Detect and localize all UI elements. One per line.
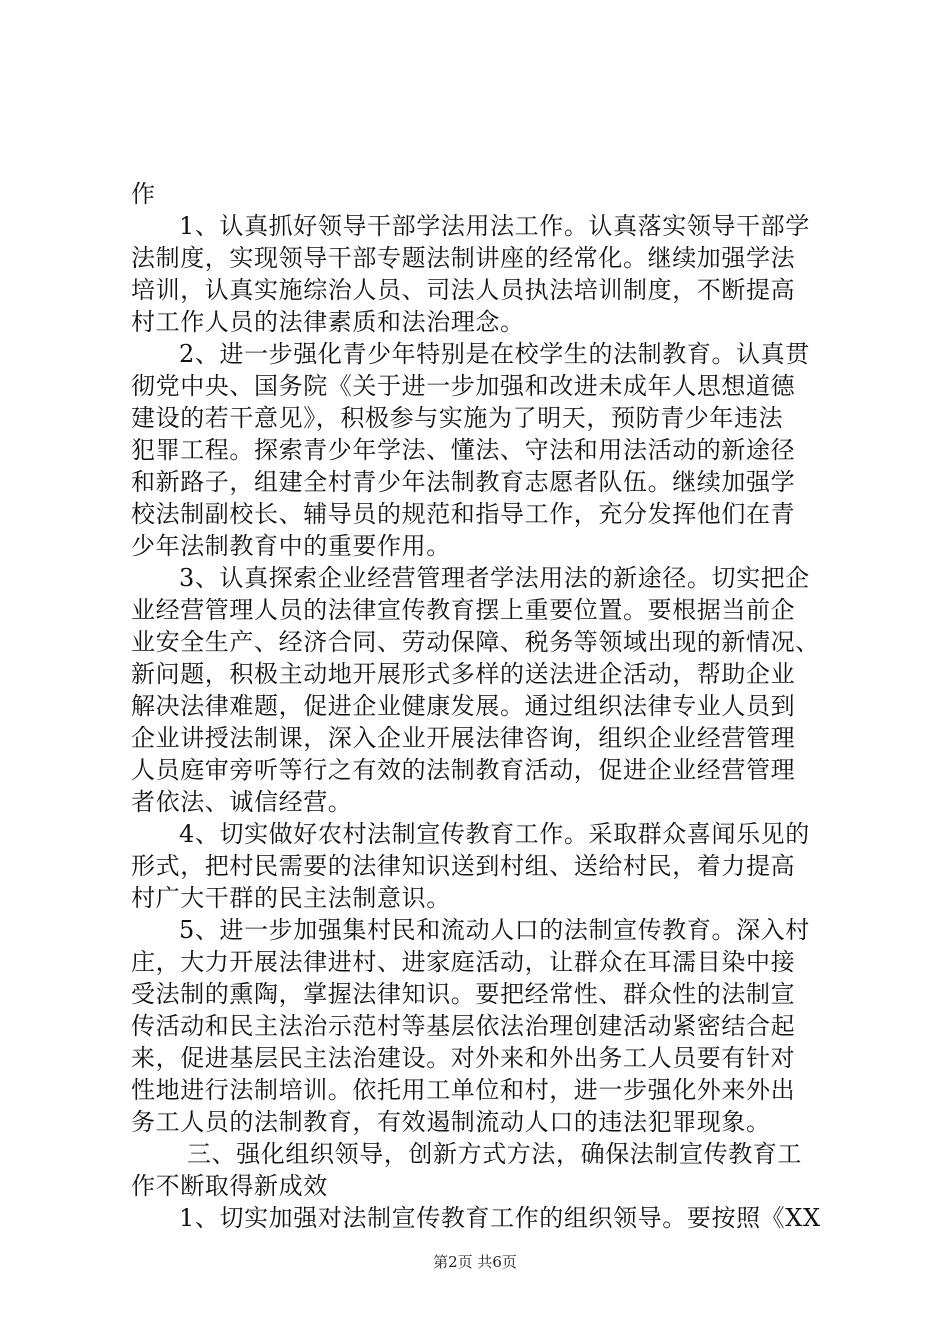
text-line: 少年法制教育中的重要作用。 xyxy=(131,532,451,560)
text-line: 新问题，积极主动地开展形式多样的送法进企活动，帮助企业 xyxy=(131,660,796,688)
section-heading: 三、强化组织领导，创新方式方法，确保法制宣传教育工 xyxy=(187,1140,802,1168)
text-line: 庄，大力开展法律进村、进家庭活动，让群众在耳濡目染中接 xyxy=(131,948,796,976)
text-line: 业安全生产、经济合同、劳动保障、税务等领域出现的新情况、 xyxy=(131,628,820,656)
text-line: 业经营管理人员的法律宣传教育摆上重要位置。要根据当前企 xyxy=(131,596,796,624)
text-line: 作 xyxy=(131,180,156,208)
text-line: 人员庭审旁听等行之有效的法制教育活动，促进企业经营管理 xyxy=(131,756,796,784)
paragraph-2-start: 2、进一步强化青少年特别是在校学生的法制教育。认真贯 xyxy=(179,340,810,368)
text-line: 受法制的熏陶，掌握法律知识。要把经常性、群众性的法制宣 xyxy=(131,980,796,1008)
text-line: 来，促进基层民主法治建设。对外来和外出务工人员要有针对 xyxy=(131,1044,796,1072)
text-line: 性地进行法制培训。依托用工单位和村，进一步强化外来外出 xyxy=(131,1076,796,1104)
text-line: 解决法律难题，促进企业健康发展。通过组织法律专业人员到 xyxy=(131,692,796,720)
paragraph-3-start: 3、认真探索企业经营管理者学法用法的新途径。切实把企 xyxy=(179,564,810,592)
text-line: 村广大干群的民主法制意识。 xyxy=(131,884,451,912)
text-line: 传活动和民主法治示范村等基层依法治理创建活动紧密结合起 xyxy=(131,1012,796,1040)
text-line: 企业讲授法制课，深入企业开展法律咨询，组织企业经营管理 xyxy=(131,724,796,752)
paragraph-6-start: 1、切实加强对法制宣传教育工作的组织领导。要按照《XX xyxy=(179,1204,821,1232)
paragraph-1-start: 1、认真抓好领导干部学法用法工作。认真落实领导干部学 xyxy=(179,212,810,240)
text-line: 形式，把村民需要的法律知识送到村组、送给村民，着力提高 xyxy=(131,852,796,880)
paragraph-5-start: 5、进一步加强集村民和流动人口的法制宣传教育。深入村 xyxy=(179,916,810,944)
text-line: 法制度，实现领导干部专题法制讲座的经常化。继续加强学法 xyxy=(131,244,796,272)
text-line: 培训，认真实施综治人员、司法人员执法培训制度，不断提高 xyxy=(131,276,796,304)
text-line: 犯罪工程。探索青少年学法、懂法、守法和用法活动的新途径 xyxy=(131,436,796,464)
text-line: 校法制副校长、辅导员的规范和指导工作，充分发挥他们在青 xyxy=(131,500,796,528)
text-line: 务工人员的法制教育，有效遏制流动人口的违法犯罪现象。 xyxy=(131,1108,771,1136)
text-line: 建设的若干意见》，积极参与实施为了明天，预防青少年违法 xyxy=(131,404,784,432)
text-line: 彻党中央、国务院《关于进一步加强和改进未成年人思想道德 xyxy=(131,372,796,400)
text-line: 和新路子，组建全村青少年法制教育志愿者队伍。继续加强学 xyxy=(131,468,796,496)
text-line: 者依法、诚信经营。 xyxy=(131,788,353,816)
section-heading-cont: 作不断取得新成效 xyxy=(131,1172,328,1200)
page-number-footer: 第2页 共6页 xyxy=(433,1253,517,1271)
paragraph-4-start: 4、切实做好农村法制宣传教育工作。采取群众喜闻乐见的 xyxy=(179,820,810,848)
text-line: 村工作人员的法律素质和法治理念。 xyxy=(131,308,525,336)
